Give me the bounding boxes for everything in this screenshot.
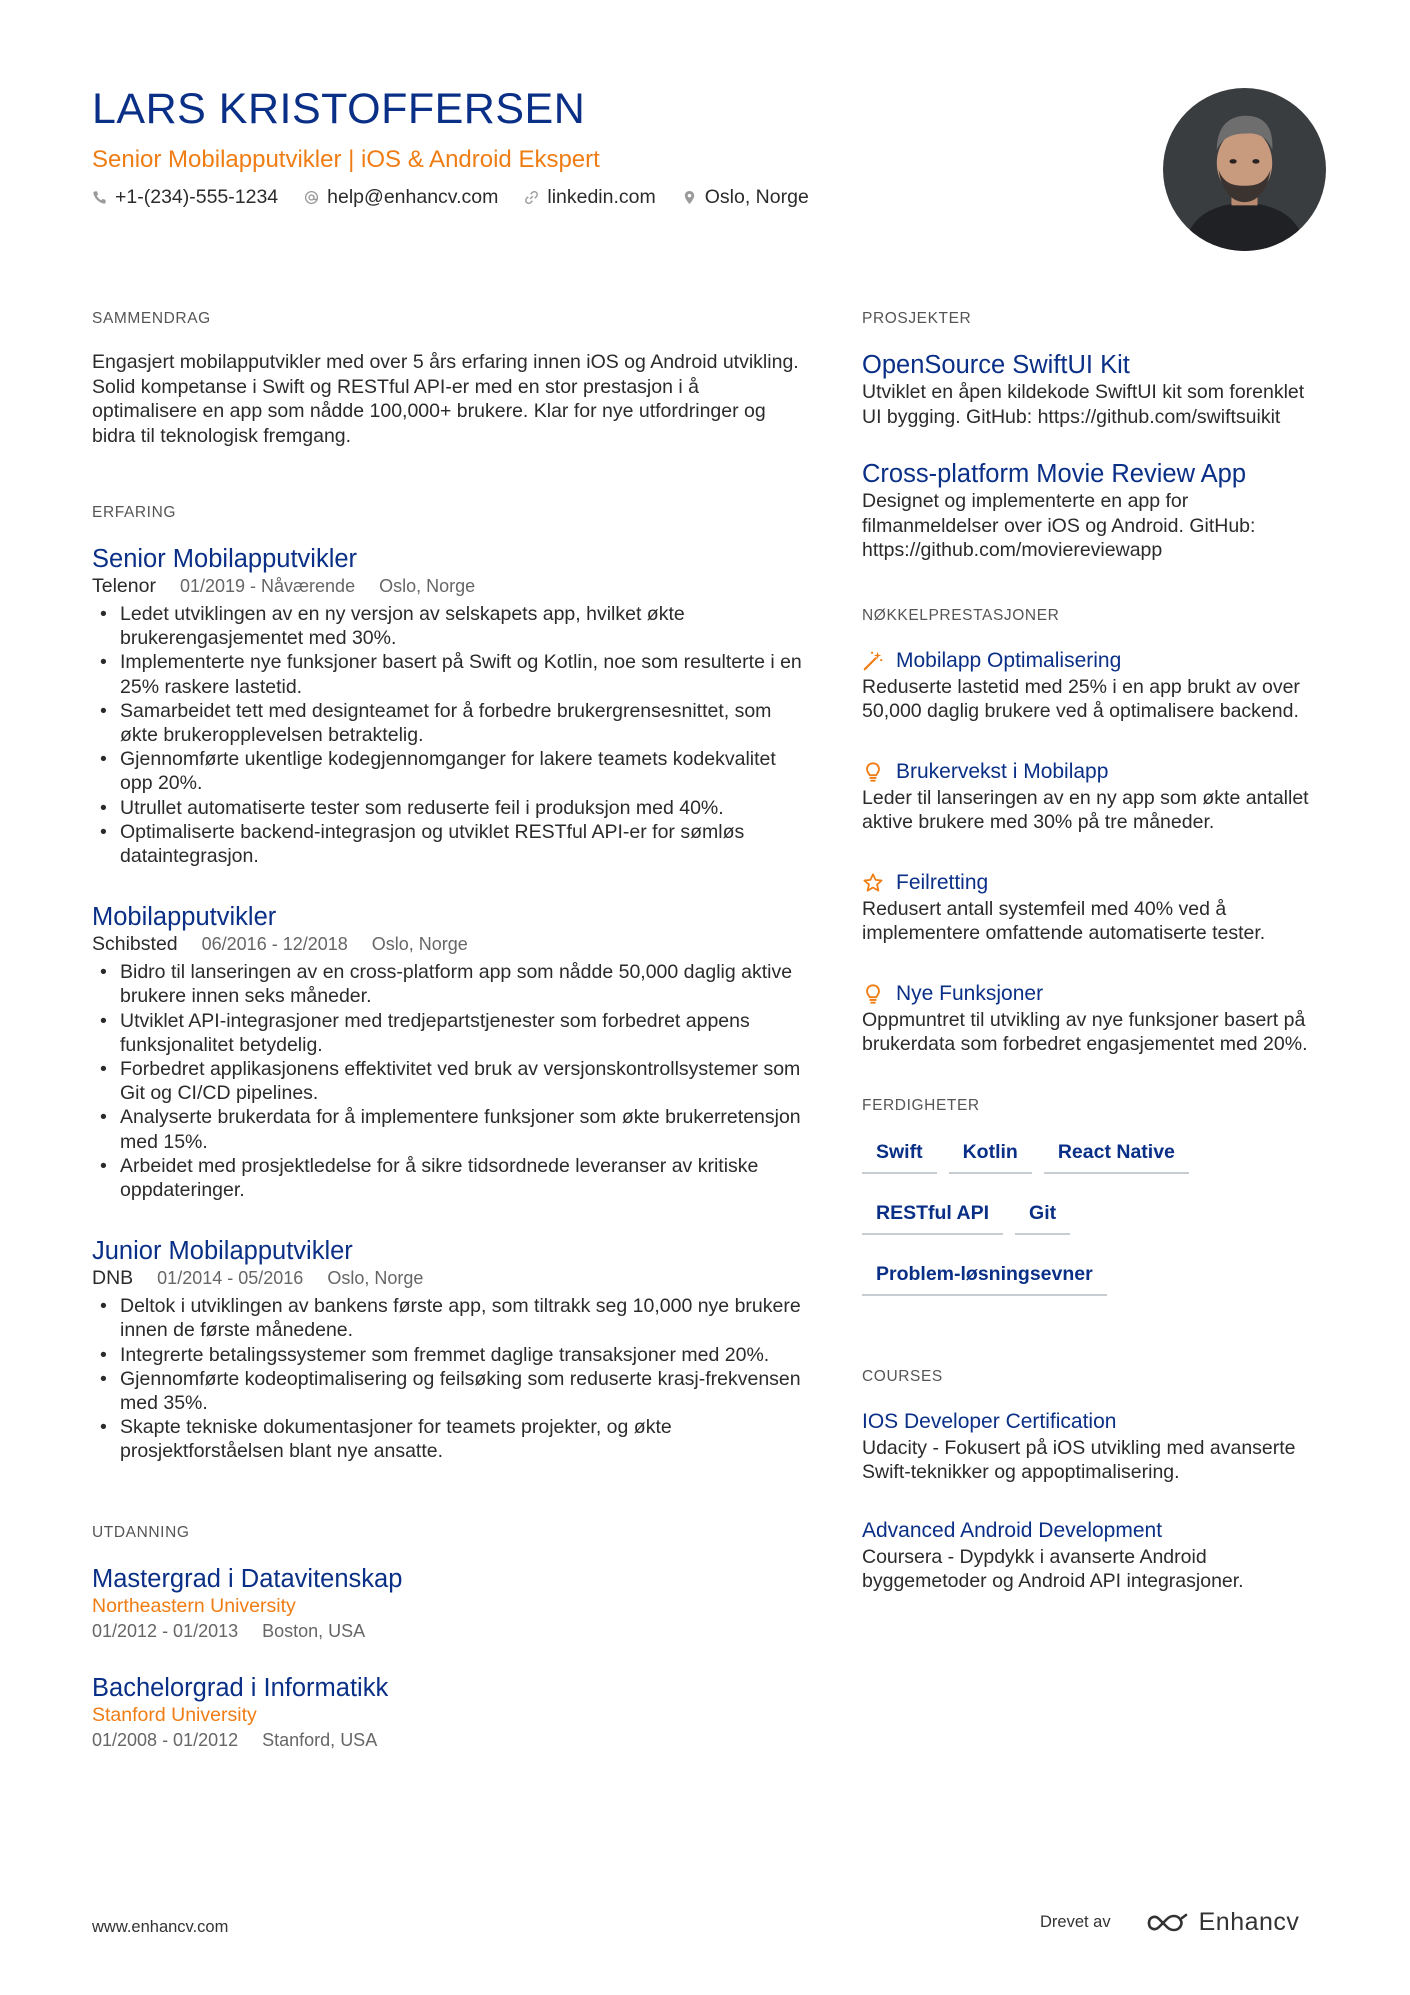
job-location: Oslo, Norge [327, 1268, 424, 1289]
education-section [92, 1524, 802, 1752]
skills-list [862, 1137, 1292, 1296]
company: Telenor [92, 575, 156, 597]
bullet-item: • Gjennomførte ukentlige kodegjennomganger for lakere teamets kodekvalitet opp 20%. [92, 747, 802, 795]
job-entry [92, 902, 802, 1202]
education-location: Stanford, USA [262, 1729, 378, 1750]
footer-website[interactable]: www.enhancv.com [92, 1918, 229, 1936]
achievement-entry [862, 980, 1322, 1057]
project-entry [862, 459, 1322, 563]
job-entry [92, 544, 802, 868]
project-text: Utviklet en åpen kildekode SwiftUI kit som forenklet UI bygging. GitHub: https://github.com/swiftsuikit [862, 381, 1305, 428]
contact-location [682, 186, 809, 209]
achievement-header [862, 758, 1322, 786]
bullet-item: • Implementerte nye funksjoner basert på Swift og Kotlin, noe som resulterte i en 25% raskere lastetid. [92, 650, 802, 698]
brand-logo[interactable] [1145, 1908, 1300, 1937]
job-location: Oslo, Norge [371, 934, 468, 955]
job-location: Oslo, Norge [379, 576, 476, 596]
candidate-name: LARS KRISTOFFERSEN [92, 85, 586, 133]
education-dates: 01/2008 - 01/2012 [92, 1729, 239, 1750]
contact-email[interactable] [304, 186, 498, 209]
achievement-text: Leder til lanseringen av en ny app som økte antallet aktive brukere med 30% på tre måneder. [862, 786, 1309, 833]
education-meta [92, 1619, 802, 1643]
job-bullets [92, 960, 802, 1202]
bullet-item: • Utrullet automatiserte tester som reduserte feil i produksjon med 40%. [92, 796, 802, 820]
bullet-item: • Forbedret applikasjonens effektivitet ved bruk av versjonskontrollsystemer som Git og CI/CD pipelines. [92, 1057, 802, 1105]
course-title: IOS Developer Certification [862, 1409, 1117, 1433]
skill-tag: Git [1015, 1198, 1070, 1235]
education-meta [92, 1728, 802, 1752]
job-meta [92, 1266, 802, 1290]
skill-tag: Swift [862, 1137, 937, 1174]
bullet-item: • Integrerte betalingssystemer som fremmet daglige transaksjoner med 20%. [92, 1343, 802, 1367]
footer-branding [1040, 1908, 1299, 1937]
bullet-item: • Gjennomførte kodeoptimalisering og feilsøking som reduserte krasj-frekvensen med 35%. [92, 1367, 802, 1415]
section-title: FERDIGHETER [862, 1096, 980, 1114]
project-title: OpenSource SwiftUI Kit [862, 351, 1130, 379]
contact-phone [92, 186, 278, 209]
project-text: Designet og implementerte en app for filmanmeldelser over iOS og Android. GitHub: https://github.com/moviereviewapp [862, 490, 1256, 561]
achievement-text: Oppmuntret til utvikling av nye funksjoner basert på brukerdata som forbedret engasjementet med 20%. [862, 1008, 1308, 1055]
job-dates: 01/2019 - Nåværende [179, 576, 356, 596]
achievement-title: Brukervekst i Mobilapp [896, 759, 1109, 783]
star-icon [862, 872, 884, 894]
achievement-header [862, 869, 1322, 897]
bullet-item: • Optimaliserte backend-integrasjon og utviklet RESTful API-er for sømløs dataintegrasjon. [92, 820, 802, 868]
lightbulb-icon [862, 761, 884, 783]
course-entry [862, 1517, 1322, 1594]
achievement-entry [862, 758, 1322, 835]
achievement-title: Feilretting [896, 870, 989, 894]
at-icon [304, 190, 319, 205]
achievement-text: Reduserte lastetid med 25% i en app brukt av over 50,000 daglig brukere ved å optimalisere backend. [862, 675, 1300, 722]
section-title: COURSES [862, 1367, 943, 1385]
school: Northeastern University [92, 1594, 296, 1617]
magic-wand-icon [862, 650, 884, 672]
job-dates: 06/2016 - 12/2018 [201, 934, 348, 955]
left-column [92, 310, 802, 1782]
bullet-item: • Arbeidet med prosjektledelse for å sikre tidsordnede leveranser av kritiske oppdateringer. [92, 1154, 802, 1202]
bullet-item: • Skapte tekniske dokumentasjoner for teamets projekter, og økte prosjektforståelsen blant nye ansatte. [92, 1415, 802, 1463]
summary-text: Engasjert mobilapputvikler med over 5 års erfaring innen iOS og Android utvikling. Solid kompetanse i Swift og RESTful API-er med en stor prestasjon i å optimalisere en app som nådde 100,000+ brukere. Klar for nye utfordringer og bidra til teknologisk fremgang. [92, 351, 799, 447]
job-title: Mobilapputvikler [92, 903, 277, 932]
location-pin-icon [682, 190, 697, 205]
section-title: PROSJEKTER [862, 310, 972, 327]
course-text: Coursera - Dypdykk i avanserte Android byggemetoder og Android API integrasjoner. [862, 1545, 1244, 1592]
brand-name: Enhancv [1198, 1908, 1300, 1936]
education-location: Boston, USA [262, 1620, 366, 1641]
section-title: SAMMENDRAG [92, 310, 211, 327]
school: Stanford University [92, 1703, 257, 1726]
bullet-item: • Analyserte brukerdata for å implementere funksjoner som økte brukerretensjon med 15%. [92, 1105, 802, 1153]
projects-section [862, 310, 1322, 563]
bullet-item: • Bidro til lanseringen av en cross-platform app som nådde 50,000 daglig aktive brukere innen seks måneder. [92, 960, 802, 1008]
enhancv-logo-icon [1145, 1911, 1191, 1935]
job-meta [92, 932, 802, 956]
job-dates: 01/2014 - 05/2016 [157, 1268, 304, 1289]
location-text: Oslo, Norge [704, 186, 809, 208]
achievements-section [862, 607, 1322, 1057]
skills-section [862, 1097, 1322, 1296]
phone-text: +1-(234)-555-1234 [115, 186, 279, 208]
skill-tag: RESTful API [862, 1198, 1003, 1235]
education-dates: 01/2012 - 01/2013 [92, 1620, 239, 1641]
skill-tag: Problem-løsningsevner [862, 1259, 1107, 1296]
achievement-header [862, 980, 1322, 1008]
project-title: Cross-platform Movie Review App [862, 460, 1247, 488]
degree: Bachelorgrad i Informatikk [92, 1673, 389, 1702]
bullet-item: • Utviklet API-integrasjoner med tredjepartstjenester som forbedret appens funksjonalitet betydelig. [92, 1009, 802, 1057]
skill-tag: React Native [1044, 1137, 1189, 1174]
contact-bar [92, 186, 809, 209]
phone-icon [92, 190, 107, 205]
project-entry [862, 350, 1322, 429]
achievement-text: Redusert antall systemfeil med 40% ved å implementere omfattende automatiserte tester. [862, 897, 1266, 944]
right-column [862, 310, 1322, 1626]
job-entry [92, 1236, 802, 1463]
achievement-entry [862, 869, 1322, 946]
achievement-header [862, 647, 1322, 675]
job-bullets [92, 1294, 802, 1463]
contact-linkedin[interactable] [524, 186, 655, 209]
headline: Senior Mobilapputvikler | iOS & Android Ekspert [92, 146, 600, 173]
job-title: Senior Mobilapputvikler [92, 545, 358, 573]
courses-section [862, 1368, 1322, 1594]
job-bullets [92, 602, 802, 868]
company: DNB [92, 1267, 134, 1290]
section-title: UTDANNING [92, 1523, 190, 1541]
course-text: Udacity - Fokusert på iOS utvikling med avanserte Swift-teknikker og appoptimalisering. [862, 1436, 1296, 1483]
email-text: help@enhancv.com [327, 186, 499, 208]
powered-by-text: Drevet av [1040, 1913, 1111, 1931]
education-entry [92, 1673, 802, 1752]
achievement-title: Nye Funksjoner [896, 981, 1044, 1005]
job-meta [92, 574, 802, 598]
course-title: Advanced Android Development [862, 1518, 1163, 1542]
skill-tag: Kotlin [949, 1137, 1032, 1174]
linkedin-text: linkedin.com [547, 186, 656, 208]
experience-section [92, 504, 802, 1464]
job-title: Junior Mobilapputvikler [92, 1237, 353, 1266]
degree: Mastergrad i Datavitenskap [92, 1564, 403, 1593]
company: Schibsted [92, 933, 178, 956]
summary-section [92, 310, 802, 448]
section-title: NØKKELPRESTASJONER [862, 606, 1060, 624]
course-entry [862, 1408, 1322, 1485]
education-entry [92, 1564, 802, 1643]
portrait-image [1163, 88, 1326, 251]
achievement-title: Mobilapp Optimalisering [896, 648, 1122, 672]
bullet-item: • Ledet utviklingen av en ny versjon av selskapets app, hvilket økte brukerengasjementet med 30%. [92, 602, 802, 650]
link-icon [524, 190, 539, 205]
bullet-item: • Samarbeidet tett med designteamet for å forbedre brukergrensesnittet, som økte brukeropplevelsen betraktelig. [92, 699, 802, 747]
lightbulb-icon [862, 983, 884, 1005]
achievement-entry [862, 647, 1322, 724]
profile-photo [1163, 88, 1326, 251]
section-title: ERFARING [92, 504, 177, 521]
bullet-item: • Deltok i utviklingen av bankens første app, som tiltrakk seg 10,000 nye brukere innen de første månedene. [92, 1294, 802, 1342]
